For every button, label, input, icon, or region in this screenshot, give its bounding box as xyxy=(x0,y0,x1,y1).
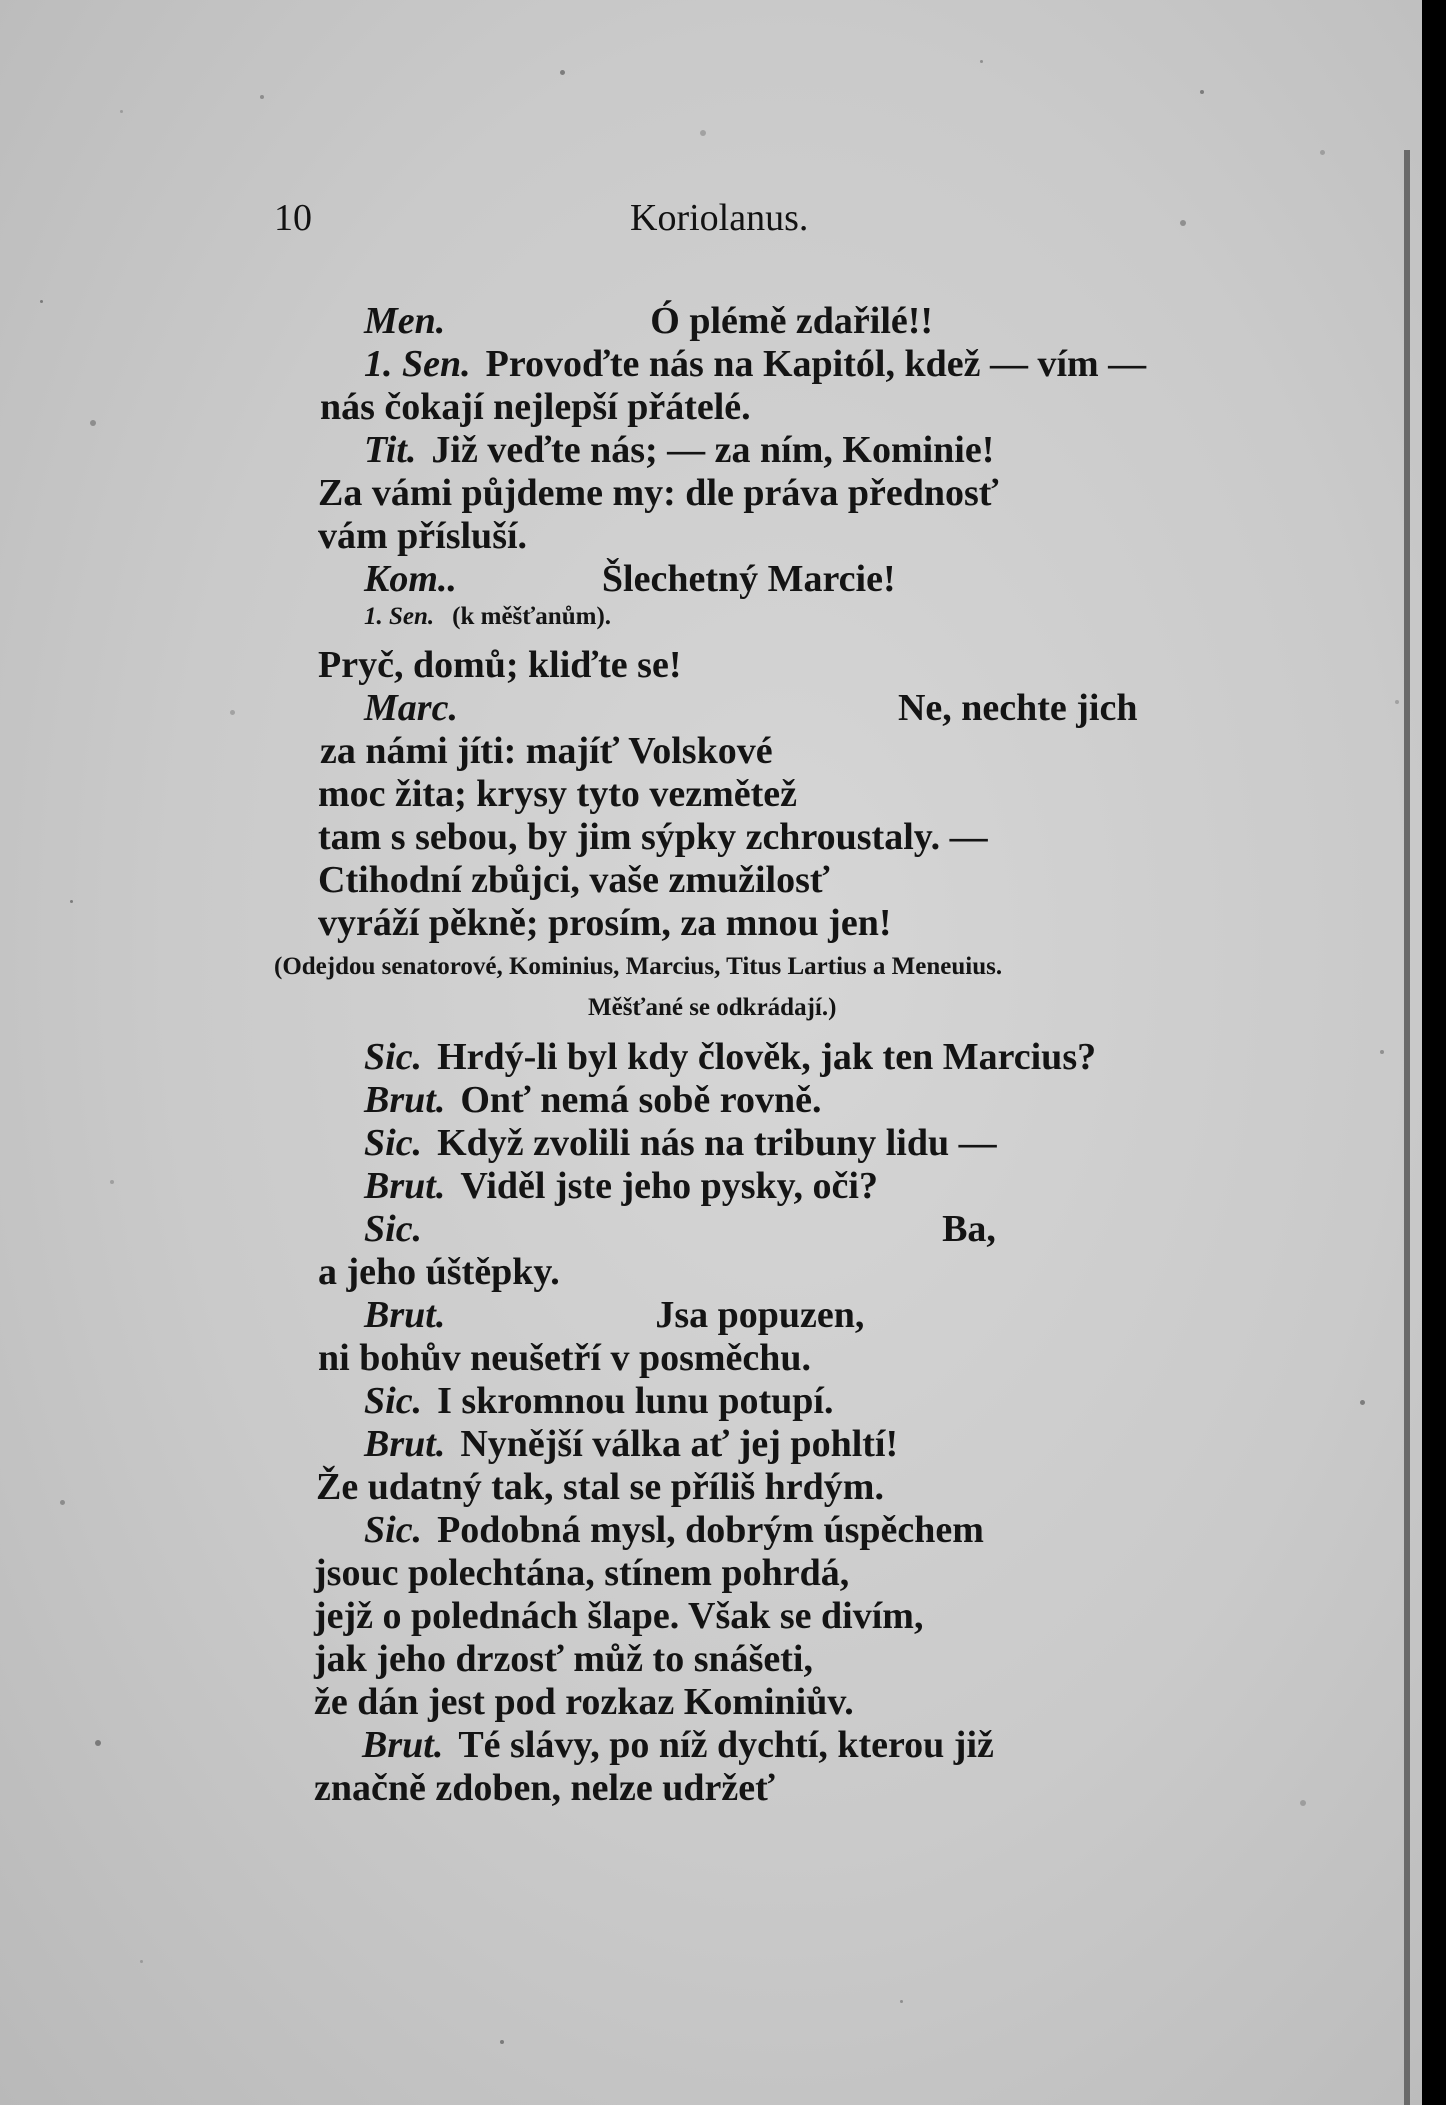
line-text: Šlechetný Marcie! xyxy=(601,558,896,600)
speech-line xyxy=(364,557,896,601)
line-text: Viděl jste jeho pysky, oči? xyxy=(460,1165,878,1207)
verse-line xyxy=(318,1336,811,1380)
line-text: Když zvolili nás na tribuny lidu — xyxy=(437,1122,997,1164)
paper-speck xyxy=(980,60,983,63)
verse-line xyxy=(320,385,751,429)
paper-speck xyxy=(110,1180,114,1184)
line-text: Onť nemá sobě rovně. xyxy=(460,1079,822,1121)
line-text: Za vámi půjdeme my: dle práva přednosť xyxy=(318,472,999,514)
paper-speck xyxy=(900,2000,903,2003)
speaker-name: Brut. xyxy=(364,1294,446,1336)
paper-speck xyxy=(700,130,706,136)
paper-speck xyxy=(90,420,96,426)
line-text: Již veďte nás; — za ním, Kominie! xyxy=(431,429,995,471)
speech-line xyxy=(364,1164,878,1208)
paper-speck xyxy=(1300,1800,1306,1806)
stage-direction xyxy=(274,950,1002,984)
paper-speck xyxy=(1180,220,1186,226)
running-title: Koriolanus. xyxy=(630,197,809,239)
speaker-name: Sic. xyxy=(364,1122,423,1164)
paper-speck xyxy=(1360,1400,1365,1405)
paper-speck xyxy=(60,1500,65,1505)
line-text: moc žita; krysy tyto vezmětež xyxy=(318,773,797,815)
verse-line xyxy=(314,1594,923,1638)
stage-direction xyxy=(588,991,836,1025)
speaker-name: Brut. xyxy=(364,1079,446,1121)
verse-line xyxy=(318,901,892,945)
line-text: Provoďte nás na Kapitól, kdež — vím — xyxy=(485,343,1147,385)
line-text: (Odejdou senatorové, Kominius, Marcius, Titus Lartius a Meneuius. xyxy=(274,953,1003,980)
line-text: jejž o polednách šlape. Však se divím, xyxy=(314,1595,924,1637)
speaker-name: Brut. xyxy=(364,1423,446,1465)
paper-speck xyxy=(140,1960,143,1963)
speaker-name: Sic. xyxy=(364,1036,423,1078)
paper-speck xyxy=(560,70,565,75)
verse-line xyxy=(318,643,681,687)
line-text: Jsa popuzen, xyxy=(655,1294,865,1336)
paper-speck xyxy=(70,900,73,903)
verse-line xyxy=(320,729,773,773)
speaker-name: Sic. xyxy=(364,1509,423,1551)
speech-line xyxy=(364,1121,997,1165)
speech-line xyxy=(364,428,994,472)
speaker-name: Sic. xyxy=(364,1208,423,1250)
line-text: (k měšťanům). xyxy=(452,603,612,630)
paper-speck xyxy=(260,95,264,99)
verse-line xyxy=(314,1680,854,1724)
line-text: že dán jest pod rozkaz Kominiův. xyxy=(314,1681,854,1723)
line-text: Ne, nechte jich xyxy=(897,687,1138,729)
verse-line xyxy=(318,471,999,515)
speaker-name: Marc. xyxy=(364,687,458,729)
line-text: jsouc polechtána, stínem pohrdá, xyxy=(314,1552,850,1594)
speech-line xyxy=(362,1723,994,1767)
line-text: za námi jíti: majíť Volskové xyxy=(320,730,773,772)
speech-line xyxy=(364,1379,833,1423)
paper-speck xyxy=(40,300,43,303)
speaker-name: Sic. xyxy=(364,1380,423,1422)
verse-line xyxy=(314,1551,849,1595)
line-text: Ba, xyxy=(942,1208,996,1250)
speech-line xyxy=(364,1508,984,1552)
speech-line xyxy=(364,1035,1096,1079)
line-text: nás čokají nejlepší přátelé. xyxy=(320,386,751,428)
speaker-name: 1. Sen. xyxy=(364,603,435,630)
page-number: 10 xyxy=(274,197,312,239)
paper-speck xyxy=(1200,90,1204,94)
verse-line xyxy=(316,1465,884,1509)
speech-line xyxy=(364,1293,864,1337)
line-text: Že udatný tak, stal se příliš hrdým. xyxy=(316,1466,884,1508)
speech-line xyxy=(364,686,1138,730)
line-text: Té slávy, po níž dychtí, kterou již xyxy=(458,1724,994,1766)
line-text: Pryč, domů; kliďte se! xyxy=(318,644,682,686)
line-text: Podobná mysl, dobrým úspěchem xyxy=(437,1509,984,1551)
verse-line xyxy=(318,815,988,859)
speaker-name: Brut. xyxy=(364,1165,446,1207)
line-text: vám přísluší. xyxy=(318,515,528,557)
line-text: Ó plémě zdařilé!! xyxy=(650,300,934,342)
speech-line xyxy=(364,600,611,634)
line-text: Měšťané se odkrádají.) xyxy=(588,994,837,1021)
paper-speck xyxy=(230,710,235,715)
verse-line xyxy=(318,858,830,902)
speech-line xyxy=(364,299,933,343)
line-text: ni bohův neušetří v posměchu. xyxy=(318,1337,812,1379)
line-text: tam s sebou, by jim sýpky zchroustaly. — xyxy=(318,816,988,858)
verse-line xyxy=(318,772,797,816)
paper-speck xyxy=(120,110,123,113)
verse-line xyxy=(314,1766,775,1810)
line-text: jak jeho drzosť můž to snášeti, xyxy=(314,1638,813,1680)
speaker-name: Tit. xyxy=(364,429,417,471)
paper-speck xyxy=(1395,700,1399,704)
speech-line xyxy=(364,342,1146,386)
line-text: Hrdý-li byl kdy člověk, jak ten Marcius? xyxy=(437,1036,1097,1078)
speech-line xyxy=(364,1078,821,1122)
speaker-name: 1. Sen. xyxy=(364,343,471,385)
line-text: I skromnou lunu potupí. xyxy=(437,1380,834,1422)
paper-speck xyxy=(500,2040,504,2044)
verse-line xyxy=(314,1637,813,1681)
paper-speck xyxy=(95,1740,101,1746)
line-text: vyráží pěkně; prosím, za mnou jen! xyxy=(318,902,892,944)
line-text: Nynější válka ať jej pohltí! xyxy=(460,1423,899,1465)
speaker-name: Men. xyxy=(364,300,446,342)
verse-line xyxy=(318,1250,560,1294)
speaker-name: Kom.. xyxy=(364,558,457,600)
paper-speck xyxy=(1380,1050,1384,1054)
speaker-name: Brut. xyxy=(362,1724,444,1766)
paper-speck xyxy=(1320,150,1325,155)
line-text: Ctihodní zbůjci, vaše zmužilosť xyxy=(318,859,830,901)
speech-line xyxy=(364,1422,898,1466)
verse-line xyxy=(318,514,527,558)
line-text: značně zdoben, nelze udržeť xyxy=(314,1767,775,1809)
line-text: a jeho úštěpky. xyxy=(318,1251,560,1293)
speech-line xyxy=(364,1207,996,1251)
